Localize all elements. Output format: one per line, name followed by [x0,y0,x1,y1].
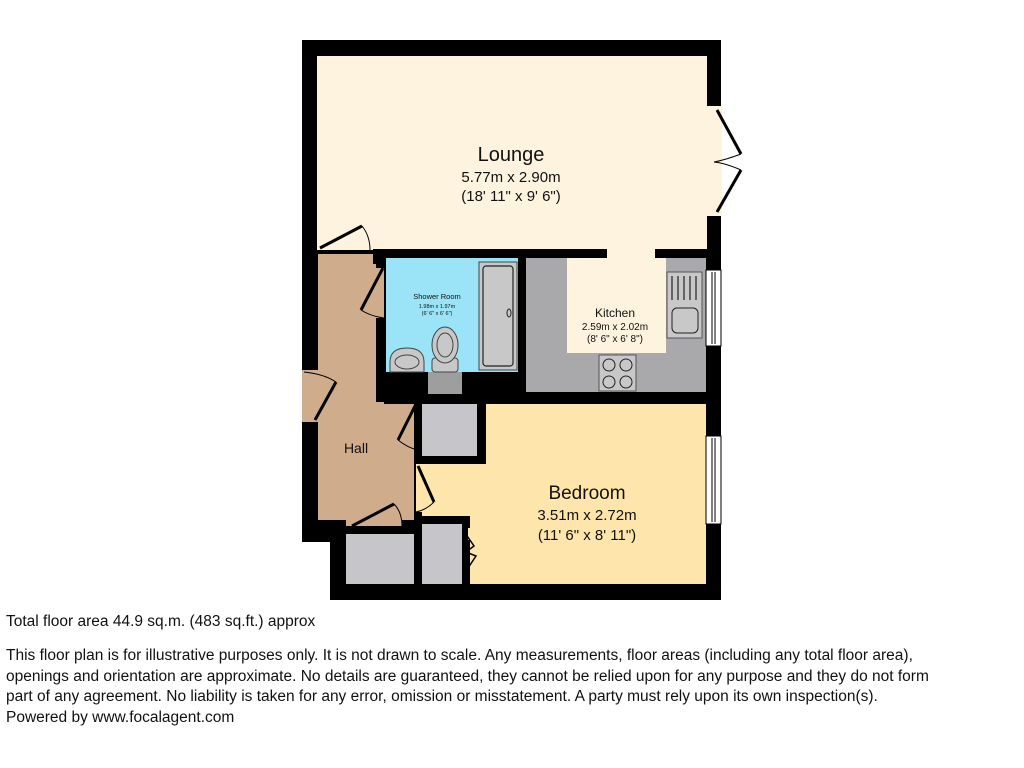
cupboard-bottom-left [346,534,414,584]
kitchen-window [706,270,721,346]
hob [599,355,636,391]
shower-room-name: Shower Room [413,292,461,301]
disclaimer-line: openings and orientation are approximate. No details are guaranteed, they cannot be relied upon for any purpose and they do not form [6,667,929,685]
disclaimer [6,646,1021,708]
toilet [428,327,462,394]
bedroom-size-metric: 3.51m x 2.72m [537,507,637,524]
kitchen-sink [667,272,702,338]
lounge-size-metric: 5.77m x 2.90m [461,169,561,186]
bedroom-label [537,483,636,544]
bathtub [479,262,517,370]
wash-basin [390,348,424,372]
shower-room-size-metric: 1.98m x 1.97m [418,304,456,310]
kitchen-size-imperial: (8' 6" x 6' 8") [587,334,643,345]
hall-entry-opening [302,370,318,422]
total-floor-area: Total floor area 44.9 sq.m. (483 sq.ft.) approx [6,613,316,630]
hall-name: Hall [343,440,369,456]
disclaimer-line: This floor plan is for illustrative purposes only. It is not drawn to scale. Any measurements, floor areas (including any total floor area), [6,647,913,664]
bedroom-name: Bedroom [548,483,626,504]
cupboard-bottom-right [422,524,462,584]
powered-by-link[interactable]: Powered by www.focalagent.com [6,708,235,726]
lounge-size-imperial: (18' 11" x 9' 6") [461,188,561,205]
bedroom-size-imperial: (11' 6" x 8' 11") [537,527,637,544]
hall-label [344,440,368,456]
disclaimer-line: part of any agreement. No liability is taken for any error, omission or misstatement. A party must rely upon its own inspection(s). [6,688,878,705]
lounge-name: Lounge [477,144,545,166]
shower-room-size-imperial: (6' 6" x 6' 6") [421,311,453,317]
bedroom-window [706,436,721,524]
floor-plan-footer [6,612,1021,728]
kitchen-name: Kitchen [594,306,636,320]
cupboard-hall-bedroom [422,404,477,456]
kitchen-size-metric: 2.59m x 2.02m [581,322,649,333]
